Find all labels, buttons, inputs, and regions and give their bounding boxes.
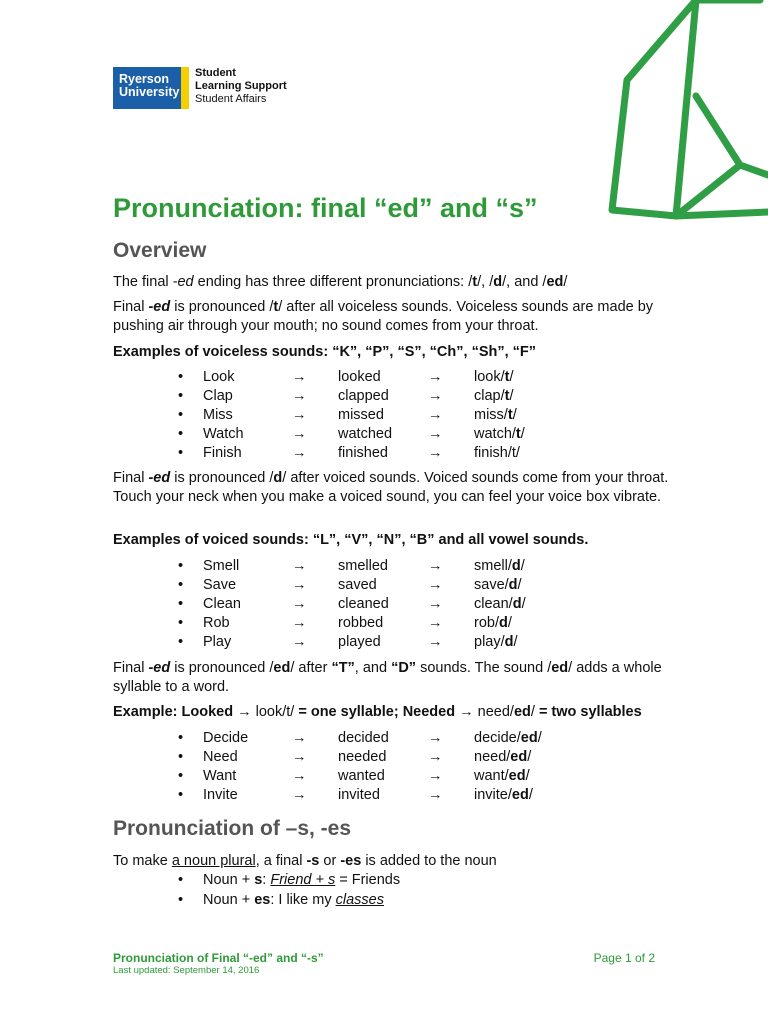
voiced-examples-label: Examples of voiced sounds: “L”, “V”, “N”, “B” and all vowel sounds. bbox=[113, 532, 589, 548]
example-row bbox=[0, 767, 768, 786]
pronunciation: miss/t/ bbox=[474, 407, 517, 423]
past-tense: played bbox=[338, 634, 381, 650]
past-tense: robbed bbox=[338, 615, 384, 631]
bullet: • bbox=[178, 577, 184, 593]
dept-line1: Student bbox=[195, 67, 236, 79]
bullet: • bbox=[178, 369, 184, 385]
syllable-example: Example: Looked → look/t/ = one syllable; Needed → need/ed/ = two syllables bbox=[113, 704, 642, 720]
bullet: • bbox=[178, 892, 184, 908]
arrow-icon: → bbox=[428, 558, 443, 574]
arrow-icon: → bbox=[428, 634, 443, 650]
university-name-line2: University bbox=[119, 85, 180, 99]
base-verb: Clap bbox=[203, 388, 233, 404]
footer bbox=[113, 951, 324, 977]
base-verb: Watch bbox=[203, 426, 244, 442]
example-row bbox=[0, 576, 768, 595]
base-verb: Invite bbox=[203, 787, 238, 803]
pronunciation: want/ed/ bbox=[474, 768, 530, 784]
arrow-icon: → bbox=[428, 749, 443, 765]
pronunciation: invite/ed/ bbox=[474, 787, 533, 803]
past-tense: finished bbox=[338, 445, 388, 461]
dept-line2: Learning Support bbox=[195, 80, 287, 92]
pronunciation: need/ed/ bbox=[474, 749, 532, 765]
bullet: • bbox=[178, 768, 184, 784]
department-name bbox=[195, 67, 287, 106]
bullet: • bbox=[178, 634, 184, 650]
overview-heading: Overview bbox=[113, 239, 207, 262]
pronunciation: rob/d/ bbox=[474, 615, 512, 631]
past-tense: clapped bbox=[338, 388, 389, 404]
pronunciation: play/d/ bbox=[474, 634, 518, 650]
overview-intro: The final -ed ending has three different pronunciations: /t/, /d/, and /ed/ bbox=[113, 274, 568, 290]
past-tense: missed bbox=[338, 407, 384, 423]
voiceless-examples-label: Examples of voiceless sounds: “K”, “P”, “S”, “Ch”, “Sh”, “F” bbox=[113, 344, 537, 360]
arrow-icon: → bbox=[292, 369, 307, 385]
arrow-icon: → bbox=[428, 577, 443, 593]
arrow-icon: → bbox=[292, 426, 307, 442]
voiceless-paragraph: Final -ed is pronounced /t/ after all voiceless sounds. Voiceless sounds are made by pushing air through your mouth; no sound comes from your throat. bbox=[113, 299, 654, 334]
syllable-paragraph: Final -ed is pronounced /ed/ after “T”, and “D” sounds. The sound /ed/ adds a whole syllable to a word. bbox=[113, 660, 662, 695]
plural-item-2: • Noun + es: I like my classes bbox=[178, 892, 384, 908]
pronunciation: clap/t/ bbox=[474, 388, 514, 404]
arrow-icon: → bbox=[428, 787, 443, 803]
example-row bbox=[0, 406, 768, 425]
footer-title: Pronunciation of Final “-ed” and “-s” bbox=[113, 951, 324, 965]
base-verb: Need bbox=[203, 749, 238, 765]
bullet: • bbox=[178, 426, 184, 442]
past-tense: looked bbox=[338, 369, 381, 385]
voiced-paragraph: Final -ed is pronounced /d/ after voiced sounds. Voiced sounds come from your throat. Touch your neck when you make a voiced sound, you can feel your voice box vibrate. bbox=[113, 470, 669, 505]
base-verb: Finish bbox=[203, 445, 242, 461]
past-tense: cleaned bbox=[338, 596, 389, 612]
example-row bbox=[0, 729, 768, 748]
pronunciation: smell/d/ bbox=[474, 558, 525, 574]
past-tense: needed bbox=[338, 749, 387, 765]
bullet: • bbox=[178, 388, 184, 404]
arrow-icon: → bbox=[292, 634, 307, 650]
logo-yellow-bar bbox=[181, 67, 189, 109]
base-verb: Clean bbox=[203, 596, 241, 612]
arrow-icon: → bbox=[292, 730, 307, 746]
example-row bbox=[0, 595, 768, 614]
example-row bbox=[0, 425, 768, 444]
bullet: • bbox=[178, 558, 184, 574]
arrow-icon: → bbox=[428, 596, 443, 612]
pronunciation: watch/t/ bbox=[474, 426, 525, 442]
bullet: • bbox=[178, 749, 184, 765]
example-row bbox=[0, 387, 768, 406]
past-tense: invited bbox=[338, 787, 380, 803]
footer-updated: Last updated: September 14, 2016 bbox=[113, 965, 260, 976]
past-tense: saved bbox=[338, 577, 377, 593]
arrow-icon: → bbox=[428, 615, 443, 631]
pronunciation: decide/ed/ bbox=[474, 730, 542, 746]
bullet: • bbox=[178, 445, 184, 461]
bullet: • bbox=[178, 596, 184, 612]
arrow-icon: → bbox=[292, 388, 307, 404]
arrow-icon: → bbox=[292, 407, 307, 423]
arrow-icon: → bbox=[292, 558, 307, 574]
example-row bbox=[0, 557, 768, 576]
past-tense: watched bbox=[338, 426, 393, 442]
university-logo-box bbox=[113, 67, 181, 109]
arrow-icon: → bbox=[428, 768, 443, 784]
pronunciation: clean/d/ bbox=[474, 596, 526, 612]
bullet: • bbox=[178, 615, 184, 631]
example-row bbox=[0, 748, 768, 767]
base-verb: Play bbox=[203, 634, 232, 650]
arrow-icon: → bbox=[428, 407, 443, 423]
arrow-icon: → bbox=[292, 445, 307, 461]
plural-heading: Pronunciation of –s, -es bbox=[113, 817, 352, 840]
pronunciation: save/d/ bbox=[474, 577, 522, 593]
arrow-icon: → bbox=[292, 749, 307, 765]
base-verb: Rob bbox=[203, 615, 230, 631]
arrow-icon: → bbox=[428, 730, 443, 746]
arrow-icon: → bbox=[292, 615, 307, 631]
ryerson-logo bbox=[113, 67, 287, 109]
pronunciation: look/t/ bbox=[474, 369, 514, 385]
arrow-icon: → bbox=[428, 426, 443, 442]
example-row bbox=[0, 444, 768, 463]
arrow-icon: → bbox=[292, 768, 307, 784]
dept-line3: Student Affairs bbox=[195, 93, 267, 105]
pronunciation: finish/t/ bbox=[474, 445, 520, 461]
example-row bbox=[0, 368, 768, 387]
university-name-line1: Ryerson bbox=[119, 72, 170, 86]
page-number: Page 1 of 2 bbox=[593, 951, 655, 965]
arrow-icon: → bbox=[428, 445, 443, 461]
past-tense: decided bbox=[338, 730, 389, 746]
arrow-icon: → bbox=[428, 388, 443, 404]
example-row bbox=[0, 614, 768, 633]
bullet: • bbox=[178, 407, 184, 423]
page-title: Pronunciation: final “ed” and “s” bbox=[113, 193, 538, 223]
plural-paragraph: To make a noun plural, a final -s or -es is added to the noun bbox=[113, 853, 497, 869]
base-verb: Smell bbox=[203, 558, 240, 574]
arrow-icon: → bbox=[292, 577, 307, 593]
base-verb: Want bbox=[203, 768, 237, 784]
example-row bbox=[0, 786, 768, 805]
base-verb: Decide bbox=[203, 730, 249, 746]
bullet: • bbox=[178, 730, 184, 746]
bullet: • bbox=[178, 872, 184, 888]
base-verb: Look bbox=[203, 369, 235, 385]
past-tense: wanted bbox=[338, 768, 385, 784]
arrow-icon: → bbox=[292, 596, 307, 612]
base-verb: Save bbox=[203, 577, 237, 593]
plural-item-1: • Noun + s: Friend + s = Friends bbox=[178, 872, 401, 888]
arrow-icon: → bbox=[428, 369, 443, 385]
arrow-icon: → bbox=[292, 787, 307, 803]
bullet: • bbox=[178, 787, 184, 803]
past-tense: smelled bbox=[338, 558, 388, 574]
base-verb: Miss bbox=[203, 407, 233, 423]
example-row bbox=[0, 633, 768, 652]
